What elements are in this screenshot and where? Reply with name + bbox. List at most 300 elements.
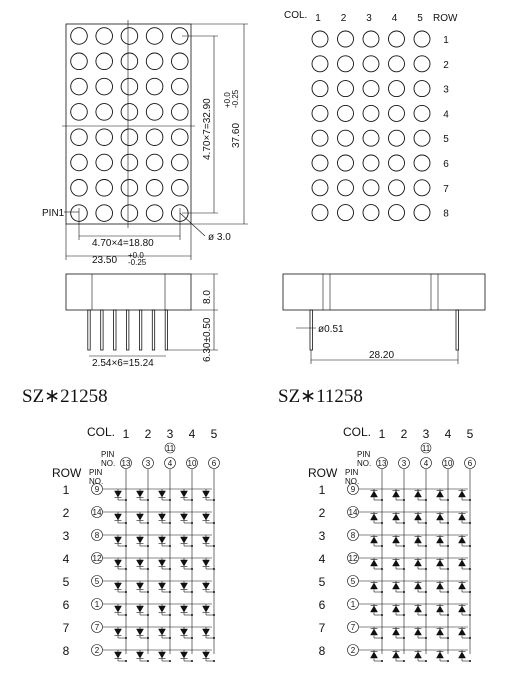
schem-junction-dot xyxy=(381,614,383,616)
schem-diode-icon xyxy=(115,606,122,612)
schem-diode-icon xyxy=(393,560,400,566)
schem-diode-icon xyxy=(437,606,444,612)
schem-junction-dot xyxy=(381,591,383,593)
schem-junction-dot xyxy=(381,499,383,501)
schem-diode-icon xyxy=(415,537,422,543)
side-left-pin xyxy=(101,310,103,350)
schem-row-pin-number: 8 xyxy=(350,531,356,540)
schem-pin-label: PIN xyxy=(357,450,371,459)
schem-diode-icon xyxy=(459,514,466,520)
front-dot xyxy=(172,104,189,121)
schem-no-label: NO. xyxy=(357,459,372,468)
schem-junction-dot xyxy=(403,637,405,639)
schem-junction-dot xyxy=(125,522,127,524)
schem-junction-dot xyxy=(469,637,471,639)
schem-diode-icon xyxy=(159,560,166,566)
schem-row-pin-number: 9 xyxy=(350,485,356,494)
back-dot xyxy=(389,180,405,196)
schem-junction-dot xyxy=(469,499,471,501)
schem-diode-icon xyxy=(415,583,422,589)
schem-row-no-label: NO. xyxy=(89,477,104,486)
back-dot xyxy=(389,105,405,121)
schem-row-number: 7 xyxy=(62,621,70,635)
pin-dia-label: ø0.51 xyxy=(318,324,344,335)
front-dot xyxy=(121,154,138,171)
schem-diode-icon xyxy=(159,629,166,635)
model-left-label: SZ∗21258 xyxy=(22,386,108,407)
schem-row-number: 3 xyxy=(62,529,70,543)
schem-col-label: COL. xyxy=(87,425,116,439)
schem-col3-pin-number: 11 xyxy=(165,444,175,453)
schem-diode-icon xyxy=(437,560,444,566)
schem-junction-dot xyxy=(425,568,427,570)
schematic-left xyxy=(52,425,220,662)
schem-col-pin-number: 13 xyxy=(377,459,387,468)
back-row-number: 1 xyxy=(443,35,449,46)
schem-col-pin-number: 4 xyxy=(423,459,429,468)
front-dot xyxy=(146,205,163,222)
schem-junction-dot xyxy=(447,522,449,524)
schem-diode-icon xyxy=(437,491,444,497)
schem-junction-dot xyxy=(191,637,193,639)
schem-diode-icon xyxy=(437,514,444,520)
schem-diode-icon xyxy=(393,537,400,543)
schem-diode-icon xyxy=(415,606,422,612)
side-left-pins xyxy=(88,310,168,350)
schem-junction-dot xyxy=(213,545,215,547)
schem-diode-icon xyxy=(115,583,122,589)
schem-diode-icon xyxy=(115,652,122,658)
schem-junction-dot xyxy=(169,660,171,662)
front-dot xyxy=(146,180,163,197)
schem-diode-icon xyxy=(137,514,144,520)
pin1-label: PIN1 xyxy=(42,208,65,219)
schem-diode-icon xyxy=(371,537,378,543)
schem-row-label: ROW xyxy=(308,466,338,480)
dim-pin-len-label: 6.30±0.50 xyxy=(202,317,213,362)
schem-junction-dot xyxy=(125,568,127,570)
schem-junction-dot xyxy=(213,522,215,524)
schem-diode-icon xyxy=(393,629,400,635)
schem-junction-dot xyxy=(147,637,149,639)
schem-diode-icon xyxy=(415,514,422,520)
schem-junction-dot xyxy=(169,637,171,639)
side-view-left xyxy=(66,274,218,369)
schem-junction-dot xyxy=(125,660,127,662)
schem-diode-icon xyxy=(181,560,188,566)
schem-junction-dot xyxy=(469,545,471,547)
schem-col-number: 3 xyxy=(166,427,174,441)
schem-row-number: 3 xyxy=(318,529,326,543)
schem-row-pin-number: 12 xyxy=(348,554,358,563)
schem-row-pin-number: 7 xyxy=(94,623,100,632)
schem-row-pin-label: PIN xyxy=(89,468,103,477)
schem-diode-icon xyxy=(437,583,444,589)
schem-junction-dot xyxy=(469,660,471,662)
schem-diode-icon xyxy=(393,491,400,497)
schem-junction-dot xyxy=(169,568,171,570)
schem-diode-icon xyxy=(159,606,166,612)
dim-width-tol-dn: -0.25 xyxy=(128,258,147,267)
schem-diode-icon xyxy=(181,652,188,658)
back-row-number: 7 xyxy=(443,183,449,195)
schem-row-number: 4 xyxy=(318,552,326,566)
dim-col-pitch-label: 4.70×4=18.80 xyxy=(92,238,154,249)
schem-col-label: COL. xyxy=(343,425,372,439)
schem-row-pin-number: 12 xyxy=(92,554,102,563)
schem-diode-icon xyxy=(115,491,122,497)
schem-junction-dot xyxy=(213,614,215,616)
schem-diode-icon xyxy=(371,583,378,589)
schem-row-pin-number: 7 xyxy=(350,623,356,632)
back-col-number: 2 xyxy=(340,13,347,24)
front-dot xyxy=(96,154,113,171)
schem-junction-dot xyxy=(403,522,405,524)
schem-junction-dot xyxy=(447,499,449,501)
schem-no-label: NO. xyxy=(101,459,116,468)
schem-row-pin-number: 5 xyxy=(350,577,356,586)
schem-diode-icon xyxy=(115,629,122,635)
schem-diode-icon xyxy=(181,629,188,635)
back-dot xyxy=(338,205,354,221)
schem-col-pin-number: 6 xyxy=(211,459,217,468)
schem-diode-icon xyxy=(115,537,122,543)
front-dot xyxy=(71,28,88,45)
schem-row-label: ROW xyxy=(52,466,82,480)
schem-junction-dot xyxy=(425,637,427,639)
back-dot xyxy=(312,205,328,221)
front-dot xyxy=(121,129,138,146)
schem-junction-dot xyxy=(447,660,449,662)
schem-diode-icon xyxy=(137,606,144,612)
schem-junction-dot xyxy=(403,614,405,616)
schem-junction-dot xyxy=(191,614,193,616)
schem-diode-icon xyxy=(415,491,422,497)
schem-junction-dot xyxy=(403,545,405,547)
front-dot xyxy=(96,129,113,146)
back-dot xyxy=(389,155,405,171)
back-dot xyxy=(312,81,328,97)
schem-junction-dot xyxy=(169,499,171,501)
schem-diode-icon xyxy=(415,629,422,635)
schem-col-number: 1 xyxy=(122,427,130,441)
front-dot xyxy=(146,104,163,121)
schem-col-pin-number: 3 xyxy=(145,459,151,468)
back-view xyxy=(284,10,458,221)
front-dot xyxy=(146,53,163,70)
front-dot xyxy=(96,78,113,95)
back-dot xyxy=(338,81,354,97)
schem-diode-icon xyxy=(415,560,422,566)
schem-diode-icon xyxy=(393,652,400,658)
schem-row-pin-number: 1 xyxy=(350,600,356,609)
schem-diode-icon xyxy=(181,583,188,589)
schem-junction-dot xyxy=(469,591,471,593)
front-dot xyxy=(172,53,189,70)
front-dot xyxy=(172,154,189,171)
schem-col-number: 3 xyxy=(422,427,430,441)
back-dot xyxy=(414,31,430,47)
front-dot xyxy=(71,129,88,146)
schem-junction-dot xyxy=(447,614,449,616)
schem-col-pin-number: 10 xyxy=(187,459,197,468)
schem-row-number: 5 xyxy=(62,575,70,589)
schem-diode-icon xyxy=(137,491,144,497)
schem-col-number: 4 xyxy=(444,427,452,441)
back-dot xyxy=(414,130,430,146)
front-dot xyxy=(146,154,163,171)
schem-diode-icon xyxy=(371,652,378,658)
schem-junction-dot xyxy=(213,568,215,570)
schem-row-pin-number: 9 xyxy=(94,485,100,494)
schem-junction-dot xyxy=(469,568,471,570)
front-dot xyxy=(121,28,138,45)
schem-row-pin-number: 14 xyxy=(92,508,102,517)
back-row-number: 5 xyxy=(443,134,449,146)
schem-diode-icon xyxy=(459,652,466,658)
schem-diode-icon xyxy=(137,560,144,566)
schem-row-number: 8 xyxy=(318,644,326,658)
back-row-number: 2 xyxy=(443,59,449,71)
schem-col-number: 2 xyxy=(144,427,152,441)
schem-col-number: 5 xyxy=(210,427,218,441)
schem-junction-dot xyxy=(381,660,383,662)
back-dot xyxy=(414,155,430,171)
schem-junction-dot xyxy=(147,660,149,662)
schem-row-number: 6 xyxy=(318,598,326,612)
schem-col-pin-number: 13 xyxy=(121,459,131,468)
schem-junction-dot xyxy=(147,614,149,616)
front-dot xyxy=(121,180,138,197)
schem-diode-icon xyxy=(371,491,378,497)
schem-junction-dot xyxy=(191,545,193,547)
schem-diode-icon xyxy=(459,606,466,612)
front-dot xyxy=(172,78,189,95)
schem-row-pin-number: 14 xyxy=(348,508,358,517)
schem-diode-icon xyxy=(203,537,210,543)
front-view-dot-grid xyxy=(71,28,188,222)
schem-pin-label: PIN xyxy=(101,450,115,459)
schem-diode-icon xyxy=(181,606,188,612)
schem-row-number: 4 xyxy=(62,552,70,566)
schem-junction-dot xyxy=(147,591,149,593)
dot-dia-label: ø 3.0 xyxy=(208,232,231,243)
schem-diode-icon xyxy=(181,491,188,497)
back-dot xyxy=(312,155,328,171)
schem-diode-icon xyxy=(115,560,122,566)
schem-diode-icon xyxy=(203,491,210,497)
front-dot xyxy=(96,205,113,222)
schem-col-pin-number: 6 xyxy=(467,459,473,468)
schem-row-pin-number: 8 xyxy=(94,531,100,540)
back-view-dot-grid xyxy=(312,31,430,221)
front-dot xyxy=(146,78,163,95)
back-dot xyxy=(414,180,430,196)
back-row-number: 4 xyxy=(443,109,449,121)
back-dot xyxy=(338,130,354,146)
side-left-pin xyxy=(88,310,90,350)
schem-junction-dot xyxy=(191,499,193,501)
schem-junction-dot xyxy=(169,614,171,616)
front-dot xyxy=(96,180,113,197)
back-dot xyxy=(363,105,379,121)
schem-junction-dot xyxy=(213,499,215,501)
schem-junction-dot xyxy=(425,522,427,524)
schem-junction-dot xyxy=(125,591,127,593)
schem-diode-icon xyxy=(459,537,466,543)
schem-row-number: 6 xyxy=(62,598,70,612)
front-dot xyxy=(96,104,113,121)
back-row-number: 3 xyxy=(443,84,449,96)
front-dot xyxy=(96,28,113,45)
front-dot xyxy=(121,104,138,121)
schem-junction-dot xyxy=(125,614,127,616)
schem-col-number: 5 xyxy=(466,427,474,441)
schem-junction-dot xyxy=(147,568,149,570)
schem-diode-icon xyxy=(137,652,144,658)
schem-junction-dot xyxy=(381,522,383,524)
back-dot xyxy=(389,130,405,146)
schem-junction-dot xyxy=(147,499,149,501)
back-col-number: 4 xyxy=(391,13,398,24)
schem-diode-icon xyxy=(159,652,166,658)
schem-col-number: 2 xyxy=(400,427,408,441)
schem-junction-dot xyxy=(425,660,427,662)
schem-junction-dot xyxy=(469,614,471,616)
schem-diode-icon xyxy=(203,583,210,589)
schem-junction-dot xyxy=(125,545,127,547)
schem-row-pin-number: 5 xyxy=(94,577,100,586)
schem-junction-dot xyxy=(447,591,449,593)
back-col-number: 5 xyxy=(417,13,423,24)
schem-junction-dot xyxy=(425,499,427,501)
back-dot xyxy=(338,155,354,171)
front-dot xyxy=(71,154,88,171)
back-col-numbers xyxy=(315,13,423,24)
schem-junction-dot xyxy=(403,568,405,570)
schem-col-number: 1 xyxy=(378,427,386,441)
back-col-number: 1 xyxy=(315,13,321,24)
dim-height-tol-dn: -0.25 xyxy=(231,89,240,108)
schem-row-pin-label: PIN xyxy=(345,468,359,477)
schem-row-number: 1 xyxy=(318,483,326,497)
back-dot xyxy=(389,205,405,221)
back-dot xyxy=(338,31,354,47)
schem-diode-icon xyxy=(137,537,144,543)
schem-junction-dot xyxy=(381,568,383,570)
side-right-body xyxy=(283,274,485,310)
schem-junction-dot xyxy=(191,660,193,662)
schem-diode-icon xyxy=(393,606,400,612)
front-dot xyxy=(121,53,138,70)
schem-junction-dot xyxy=(213,591,215,593)
back-col-label: COL. xyxy=(284,10,308,21)
schem-row-number: 8 xyxy=(62,644,70,658)
schem-diode-icon xyxy=(371,606,378,612)
schem-junction-dot xyxy=(381,545,383,547)
schem-col3-pin-number: 11 xyxy=(421,444,431,453)
front-dot xyxy=(121,205,138,222)
side-left-pin xyxy=(152,310,154,350)
schem-diode-icon xyxy=(459,583,466,589)
front-dot xyxy=(71,53,88,70)
back-dot xyxy=(363,180,379,196)
schem-junction-dot xyxy=(381,637,383,639)
schem-diode-icon xyxy=(181,537,188,543)
schem-diode-icon xyxy=(459,560,466,566)
back-dot xyxy=(414,205,430,221)
schem-diode-icon xyxy=(437,629,444,635)
schem-junction-dot xyxy=(425,614,427,616)
back-col-number: 3 xyxy=(366,13,372,24)
schem-row-number: 1 xyxy=(62,483,70,497)
back-row-numbers xyxy=(443,35,449,220)
dim-pin-pitch-label: 2.54×6=15.24 xyxy=(92,358,154,369)
schem-row-no-label: NO. xyxy=(345,477,360,486)
schem-row-number: 2 xyxy=(318,506,326,520)
side-left-pin xyxy=(127,310,129,350)
side-right-pin-right xyxy=(456,310,459,350)
side-left-body xyxy=(66,274,191,310)
front-dot xyxy=(96,53,113,70)
schem-junction-dot xyxy=(447,545,449,547)
back-dot xyxy=(414,105,430,121)
schem-junction-dot xyxy=(425,545,427,547)
schem-junction-dot xyxy=(213,660,215,662)
schem-row-pin-number: 2 xyxy=(94,646,100,655)
side-left-pin xyxy=(165,310,167,350)
back-dot xyxy=(363,130,379,146)
front-dot xyxy=(121,78,138,95)
schem-diode-icon xyxy=(203,652,210,658)
back-dot xyxy=(312,105,328,121)
schem-row-number: 5 xyxy=(318,575,326,589)
dim-height-label: 37.60 xyxy=(231,122,242,148)
back-dot xyxy=(363,81,379,97)
schem-diode-icon xyxy=(371,560,378,566)
schem-diode-icon xyxy=(159,537,166,543)
schem-junction-dot xyxy=(469,522,471,524)
back-row-number: 6 xyxy=(443,159,449,170)
back-dot xyxy=(312,56,328,72)
side-left-pin xyxy=(114,310,116,350)
model-right-label: SZ∗11258 xyxy=(278,386,363,407)
schem-diode-icon xyxy=(459,629,466,635)
schem-diode-icon xyxy=(137,583,144,589)
back-dot xyxy=(312,130,328,146)
schem-diode-icon xyxy=(137,629,144,635)
schem-diode-icon xyxy=(203,560,210,566)
schem-row-number: 7 xyxy=(318,621,326,635)
schem-junction-dot xyxy=(169,545,171,547)
schem-diode-icon xyxy=(415,652,422,658)
back-dot xyxy=(414,56,430,72)
dim-height-tol-up: +0.0 xyxy=(223,92,232,108)
schem-junction-dot xyxy=(125,637,127,639)
schem-diode-icon xyxy=(159,583,166,589)
back-dot xyxy=(414,81,430,97)
back-dot xyxy=(363,31,379,47)
schem-junction-dot xyxy=(169,522,171,524)
front-dot xyxy=(71,104,88,121)
schem-junction-dot xyxy=(169,591,171,593)
schem-junction-dot xyxy=(147,522,149,524)
schem-junction-dot xyxy=(191,568,193,570)
back-dot xyxy=(389,56,405,72)
schem-row-number: 2 xyxy=(62,506,70,520)
front-dot xyxy=(71,78,88,95)
schem-diode-icon xyxy=(181,514,188,520)
